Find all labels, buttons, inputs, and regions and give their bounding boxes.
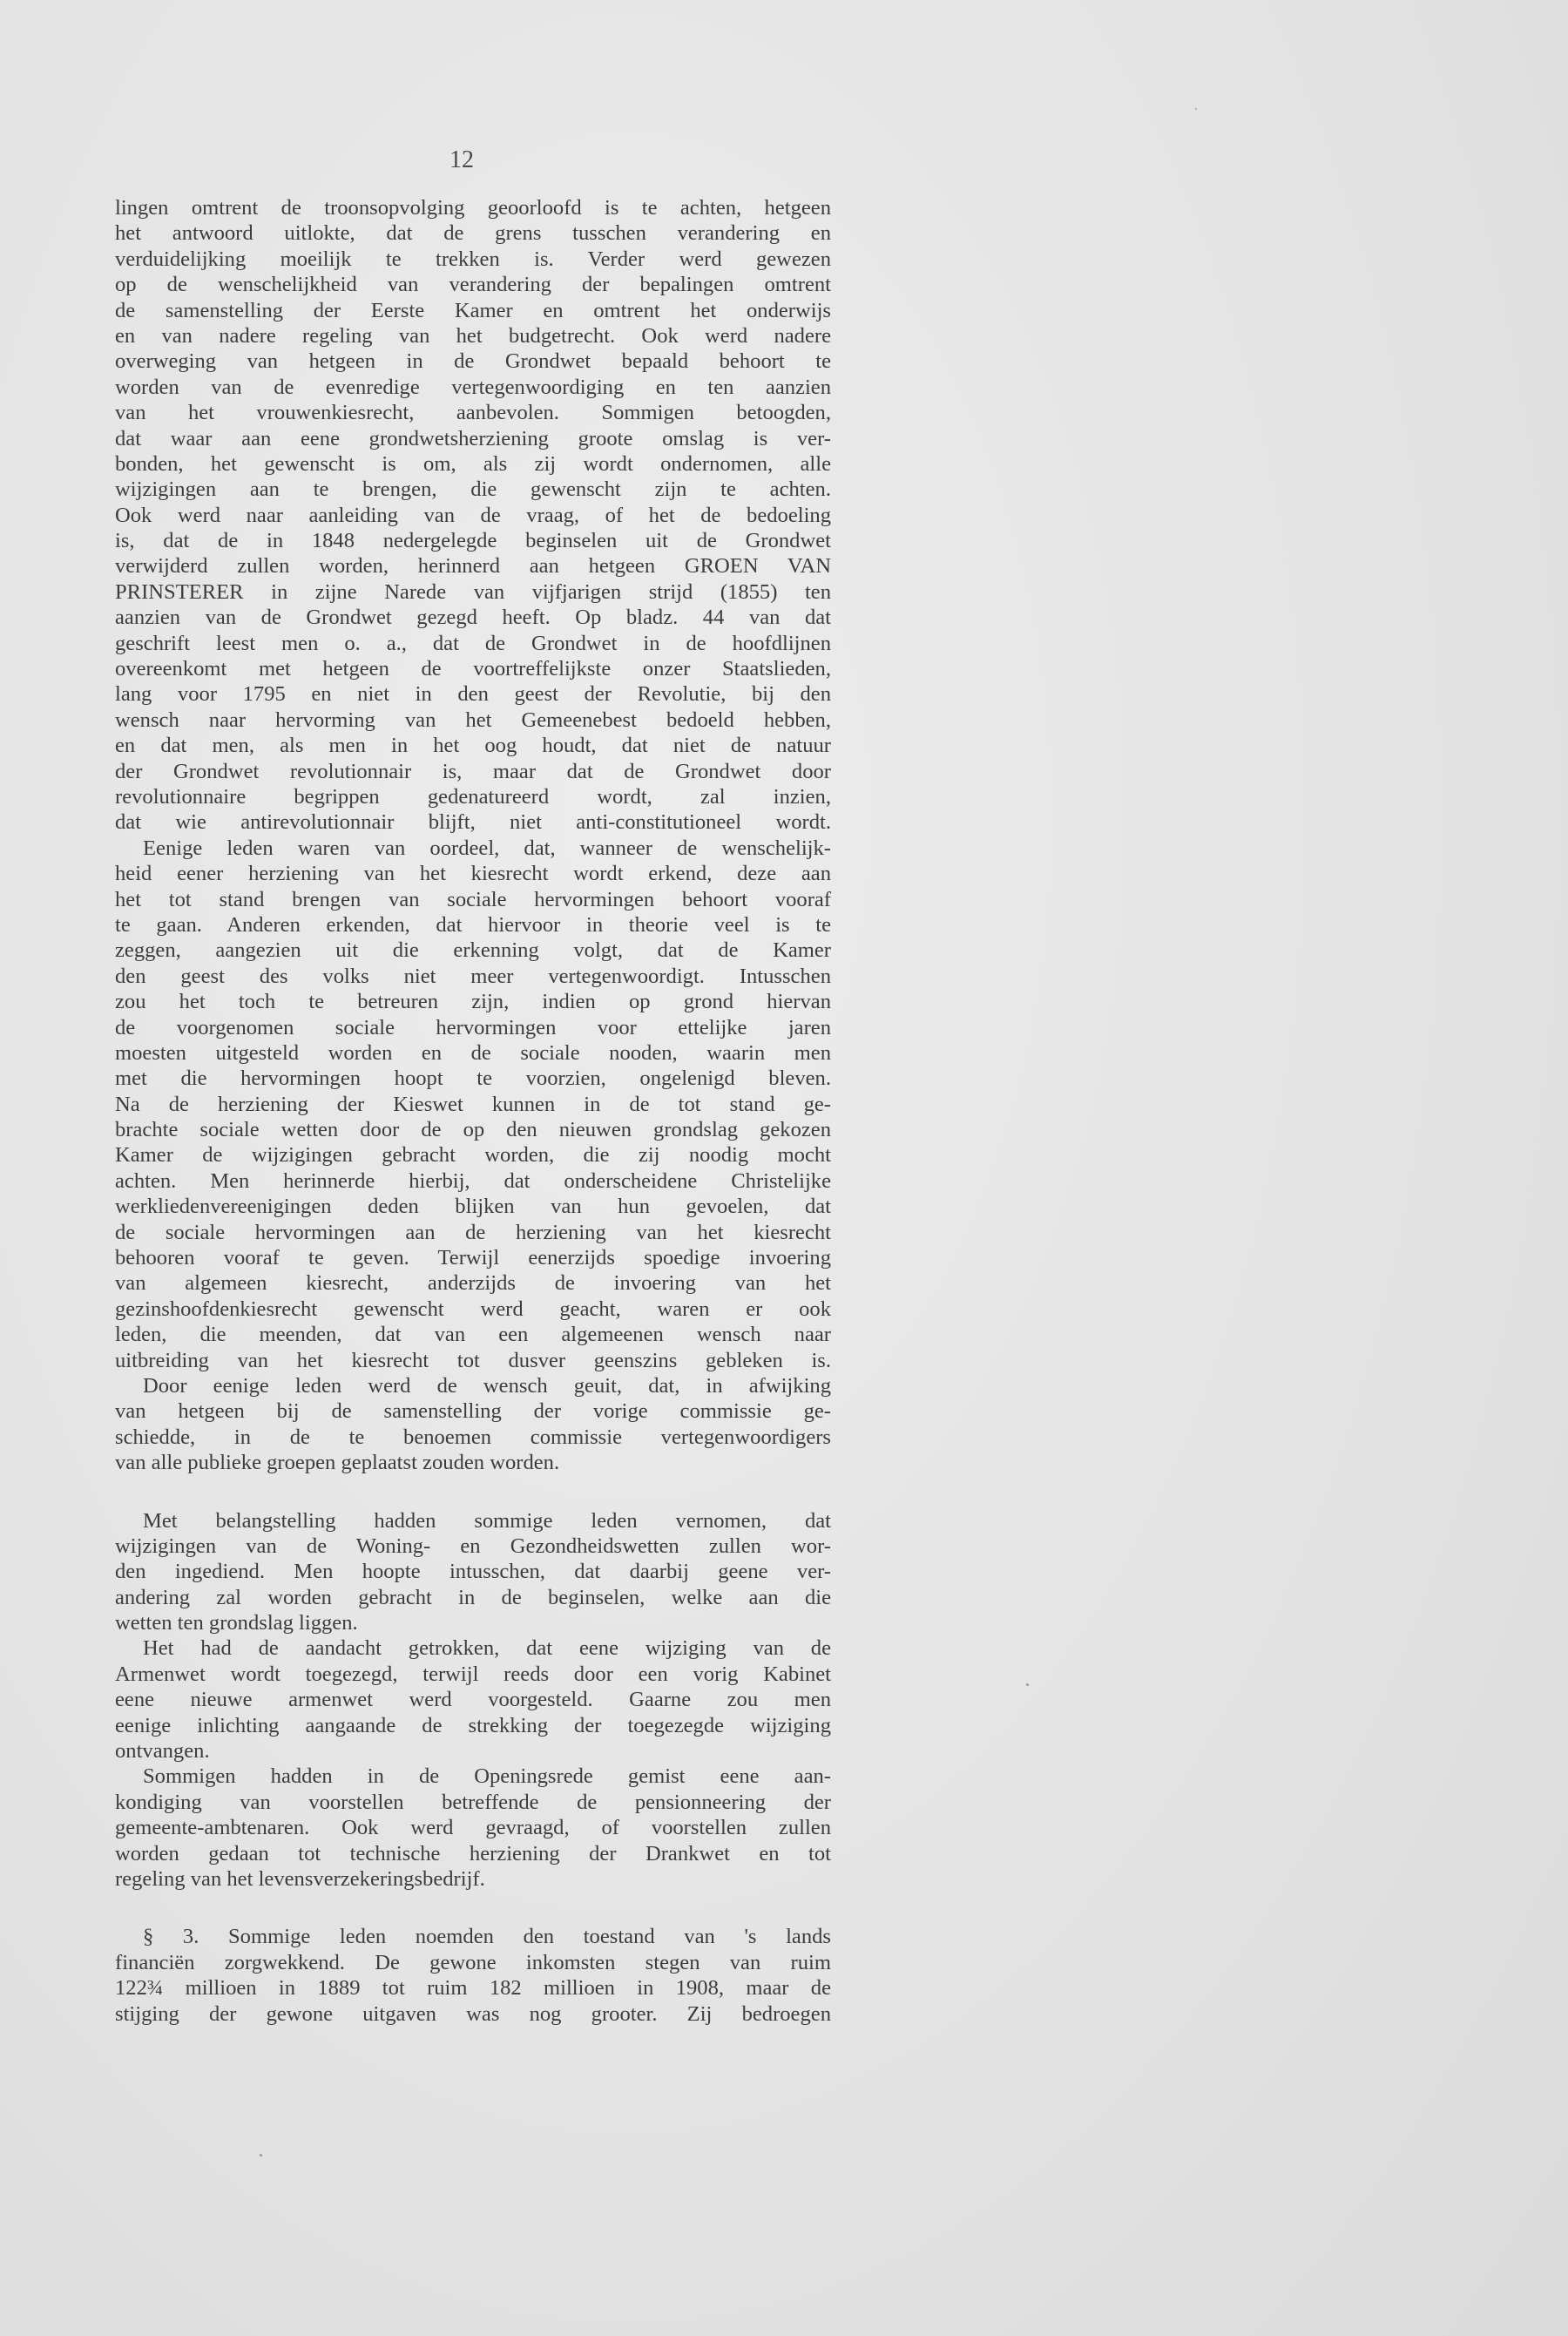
text-line: de sociale hervormingen aan de herziening van het kiesrecht — [115, 1220, 831, 1244]
text-line: moesten uitgesteld worden en de sociale nooden, waarin men — [115, 1040, 831, 1065]
text-line: Het had de aandacht getrokken, dat eene wijziging van de — [143, 1636, 831, 1661]
text-line: het antwoord uitlokte, dat de grens tusschen verandering en — [115, 221, 831, 246]
text-line: ontvangen. — [115, 1739, 210, 1764]
text-line: het tot stand brengen van sociale hervormingen behoort vooraf — [115, 887, 831, 911]
text-line: wetten ten grondslag liggen. — [115, 1611, 358, 1635]
text-line: andering zal worden gebracht in de beginselen, welke aan die — [115, 1585, 831, 1609]
text-line: gemeente-ambtenaren. Ook werd gevraagd, of voorstellen zullen — [115, 1816, 831, 1840]
text-line: lingen omtrent de troonsopvolging geoorloofd is te achten, hetgeen — [115, 196, 831, 220]
text-line: aanzien van de Grondwet gezegd heeft. Op bladz. 44 van dat — [115, 606, 831, 630]
text-line: PRINSTERER in zijne Narede van vijfjarigen strijd (1855) ten — [115, 579, 831, 604]
text-line: behooren vooraf te geven. Terwijl eenerzijds spoedige invoering — [115, 1246, 831, 1270]
scan-speck — [1026, 1683, 1029, 1686]
text-line: werkliedenvereenigingen deden blijken van hun gevoelen, dat — [115, 1195, 831, 1219]
text-line: Na de herziening der Kieswet kunnen in de tot stand ge- — [115, 1092, 831, 1116]
text-line: worden gedaan tot technische herziening der Drankwet en tot — [115, 1841, 831, 1865]
text-line: de voorgenomen sociale hervormingen voor ettelijke jaren — [115, 1015, 831, 1039]
text-line: kondiging van voorstellen betreffende de pensionneering der — [115, 1790, 831, 1814]
text-line: wijzigingen aan te brengen, die gewenscht zijn te achten. — [115, 477, 831, 502]
text-line: en dat men, als men in het oog houdt, dat niet de natuur — [115, 734, 831, 758]
text-line: Kamer de wijzigingen gebracht worden, die zij noodig mocht — [115, 1143, 831, 1168]
text-line: den geest des volks niet meer vertegenwoordigt. Intusschen — [115, 964, 831, 988]
text-line: worden van de evenredige vertegenwoordiging en ten aanzien — [115, 375, 831, 399]
text-line: lang voor 1795 en niet in den geest der Revolutie, bij den — [115, 682, 831, 707]
text-line: van het vrouwenkiesrecht, aanbevolen. Sommigen betoogden, — [115, 401, 831, 425]
text-line: stijging der gewone uitgaven was nog grooter. Zij bedroegen — [115, 2001, 831, 2026]
text-line: den ingediend. Men hoopte intusschen, dat daarbij geene ver- — [115, 1560, 831, 1584]
text-line: verduidelijking moeilijk te trekken is. Verder werd gewezen — [115, 247, 831, 271]
text-line: Sommigen hadden in de Openingsrede gemist eene aan- — [143, 1764, 831, 1789]
text-line: de samenstelling der Eerste Kamer en omtrent het onderwijs — [115, 298, 831, 322]
text-section — [115, 195, 831, 1476]
scan-speck — [1195, 108, 1197, 110]
text-line: wijzigingen van de Woning- en Gezondheidswetten zullen wor- — [115, 1534, 831, 1558]
text-line: regeling van het levensverzekeringsbedrijf. — [115, 1867, 485, 1891]
text-line: dat waar aan eene grondwetsherziening groote omslag is ver- — [115, 426, 831, 450]
text-line: financiën zorgwekkend. De gewone inkomsten stegen van ruim — [115, 1950, 831, 1974]
text-line: wensch naar hervorming van het Gemeenebest bedoeld hebben, — [115, 708, 831, 732]
text-line: geschrift leest men o. a., dat de Grondwet in de hoofdlijnen — [115, 631, 831, 655]
text-line: overweging van hetgeen in de Grondwet bepaald behoort te — [115, 349, 831, 374]
text-line: dat wie antirevolutionnair blijft, niet anti-constitutioneel wordt. — [115, 810, 831, 835]
text-line: Met belangstelling hadden sommige leden vernomen, dat — [143, 1508, 831, 1533]
text-line: § 3. Sommige leden noemden den toestand van 's lands — [143, 1925, 831, 1949]
text-line: overeenkomt met hetgeen de voortreffelijkste onzer Staatslieden, — [115, 657, 831, 681]
text-line: en van nadere regeling van het budgetrecht. Ook werd nadere — [115, 323, 831, 348]
text-line: der Grondwet revolutionnair is, maar dat de Grondwet door — [115, 759, 831, 783]
text-line: achten. Men herinnerde hierbij, dat onderscheidene Christelijke — [115, 1168, 831, 1193]
text-line: zeggen, aangezien uit die erkenning volgt, dat de Kamer — [115, 938, 831, 963]
text-line: is, dat de in 1848 nedergelegde beginselen uit de Grondwet — [115, 529, 831, 553]
text-line: Armenwet wordt toegezegd, terwijl reeds door een vorig Kabinet — [115, 1662, 831, 1686]
text-line: Eenige leden waren van oordeel, dat, wanneer de wenschelijk- — [143, 836, 831, 860]
text-line: gezinshoofdenkiesrecht gewenscht werd geacht, waren er ook — [115, 1297, 831, 1321]
page-number: 12 — [449, 146, 474, 173]
text-line: uitbreiding van het kiesrecht tot dusver geenszins gebleken is. — [115, 1348, 831, 1372]
text-line: met die hervormingen hoopt te voorzien, ongelenigd bleven. — [115, 1066, 831, 1091]
text-line: revolutionnaire begrippen gedenatureerd wordt, zal inzien, — [115, 784, 831, 809]
text-line: Ook werd naar aanleiding van de vraag, of het de bedoeling — [115, 503, 831, 527]
text-line: van alle publieke groepen geplaatst zouden worden. — [115, 1451, 560, 1475]
text-line: schiedde, in de te benoemen commissie vertegenwoordigers — [115, 1425, 831, 1449]
text-line: op de wenschelijkheid van verandering der bepalingen omtrent — [115, 273, 831, 297]
text-line: eene nieuwe armenwet werd voorgesteld. Gaarne zou men — [115, 1688, 831, 1712]
text-line: brachte sociale wetten door de op den nieuwen grondslag gekozen — [115, 1118, 831, 1142]
text-line: Door eenige leden werd de wensch geuit, dat, in afwijking — [143, 1373, 831, 1398]
text-line: verwijderd zullen worden, herinnerd aan hetgeen GROEN VAN — [115, 554, 831, 579]
text-line: 122¾ millioen in 1889 tot ruim 182 millioen in 1908, maar de — [115, 1976, 831, 2001]
body-text — [115, 195, 831, 2027]
text-line: zou het toch te betreuren zijn, indien op grond hiervan — [115, 990, 831, 1014]
text-line: van algemeen kiesrecht, anderzijds de invoering van het — [115, 1271, 831, 1296]
text-line: heid eener herziening van het kiesrecht wordt erkend, deze aan — [115, 862, 831, 886]
text-section — [115, 1508, 831, 1892]
text-line: eenige inlichting aangaande de strekking der toegezegde wijziging — [115, 1713, 831, 1737]
text-line: bonden, het gewenscht is om, als zij wordt ondernomen, alle — [115, 451, 831, 476]
text-section — [115, 1924, 831, 2027]
text-line: van hetgeen bij de samenstelling der vorige commissie ge- — [115, 1399, 831, 1424]
text-line: leden, die meenden, dat van een algemeenen wensch naar — [115, 1323, 831, 1347]
scan-speck — [260, 2154, 262, 2157]
text-line: te gaan. Anderen erkenden, dat hiervoor in theorie veel is te — [115, 912, 831, 937]
